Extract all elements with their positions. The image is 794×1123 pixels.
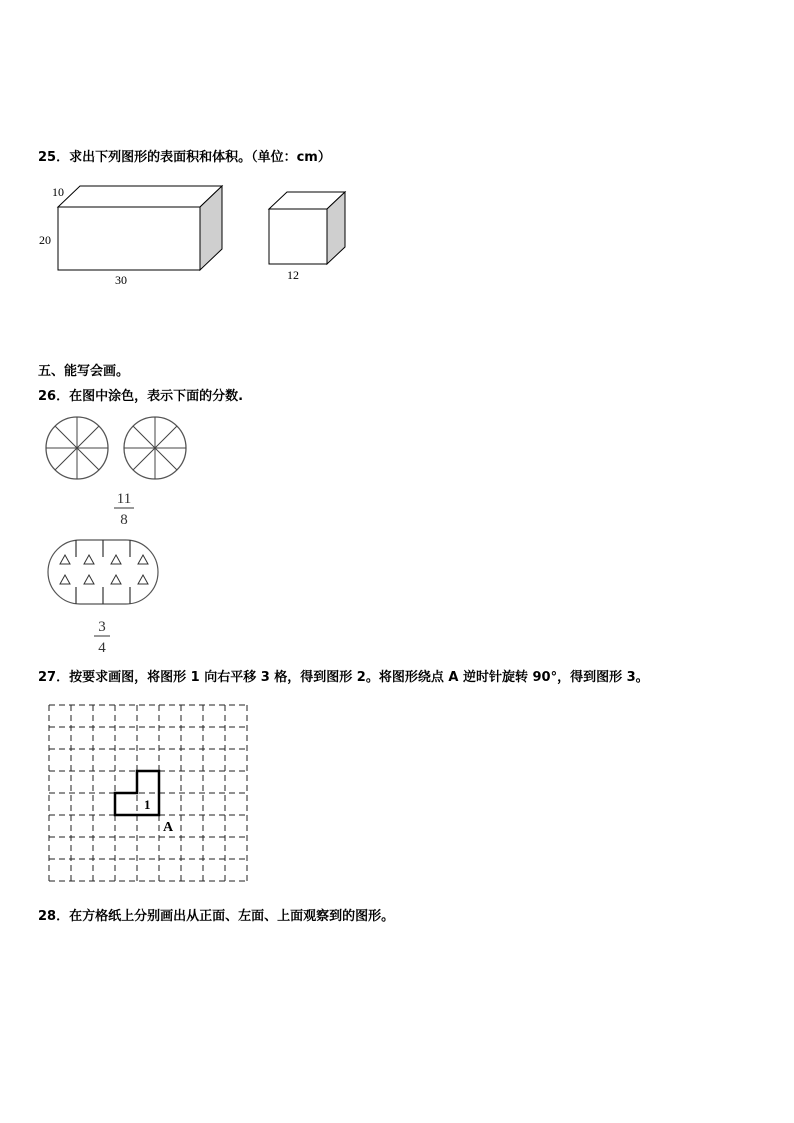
fraction-11-8 (108, 488, 142, 530)
cuboid-length-label: 30 (115, 273, 127, 287)
cuboid-figure (36, 178, 236, 288)
circle-2 (124, 417, 186, 479)
question-28-text: 28．在方格纸上分别画出从正面、左面、上面观察到的图形。 (38, 909, 395, 924)
cuboid-height-label: 20 (39, 233, 51, 247)
point-a-label: A (163, 820, 174, 835)
circle-figures (40, 414, 210, 484)
stadium-triangles-figure (46, 538, 166, 608)
circle-1 (46, 417, 108, 479)
cube-edge-label: 12 (287, 268, 299, 282)
question-25-text: 25．求出下列图形的表面积和体积。（单位：cm） (38, 150, 331, 165)
fraction-2-denominator: 4 (98, 640, 106, 656)
section-5-title: 五、能写会画。 (38, 364, 130, 379)
cuboid-depth-label: 10 (52, 185, 64, 199)
fraction-1-numerator: 11 (116, 491, 132, 507)
fraction-1-denominator: 8 (120, 512, 128, 528)
dashed-grid-figure (40, 700, 255, 890)
cube-figure (262, 186, 352, 286)
shape-1-label: 1 (144, 797, 151, 812)
question-26-text: 26．在图中涂色，表示下面的分数. (38, 389, 244, 404)
fraction-3-4 (88, 616, 118, 656)
fraction-2-numerator: 3 (98, 619, 106, 635)
question-27-text: 27．按要求画图，将图形 1 向右平移 3 格，得到图形 2。将图形绕点 A 逆时针旋转 90°，得到图形 3。 (38, 670, 649, 685)
